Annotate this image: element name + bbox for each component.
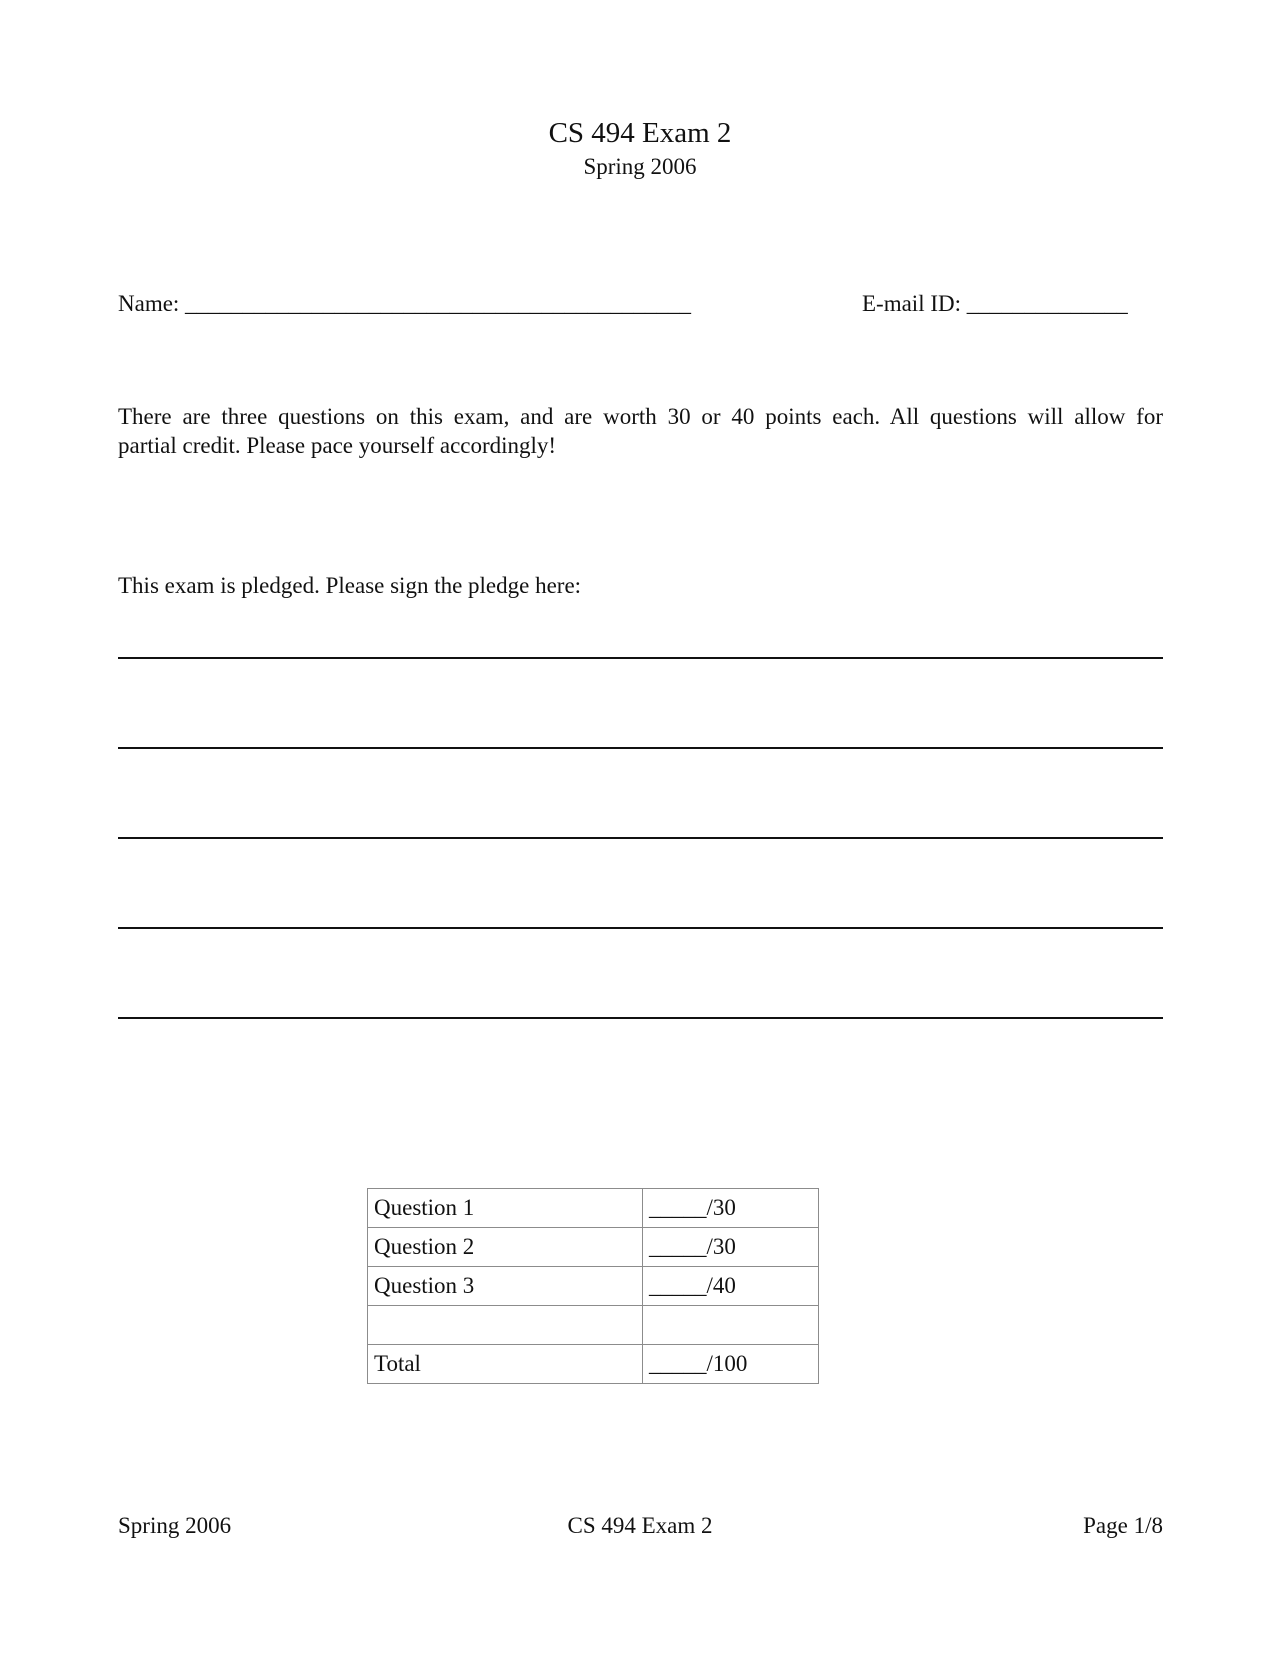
exam-title: CS 494 Exam 2 [548,117,732,149]
question-points: _____/30 [643,1228,819,1267]
question-points: _____/30 [643,1189,819,1228]
question-label: Question 2 [368,1228,643,1267]
question-label: Question 1 [368,1189,643,1228]
exam-subtitle: Spring 2006 [583,154,697,179]
page-number: Page 1/8 [1083,1513,1163,1538]
name-field: Name: ____________________________________________ [118,291,692,316]
empty-cell [643,1306,819,1345]
table-row [368,1267,819,1306]
pledge-signature-line [118,747,1163,749]
footer-title: CS 494 Exam 2 [567,1513,713,1538]
table-row [368,1228,819,1267]
table-row [368,1345,819,1384]
pledge-prompt: This exam is pledged. Please sign the pledge here: [118,573,582,598]
pledge-signature-line [118,1017,1163,1019]
table-row [368,1189,819,1228]
email-id-field: E-mail ID: ______________ [862,291,1128,316]
pledge-signature-line [118,657,1163,659]
total-label: Total [368,1345,643,1384]
instructions-line-2: partial credit. Please pace yourself accordingly! [118,433,557,458]
empty-cell [368,1306,643,1345]
question-label: Question 3 [368,1267,643,1306]
instructions-line-1: There are three questions on this exam, and are worth 30 or 40 points each. All questions will allow for [118,404,1163,429]
pledge-signature-line [118,837,1163,839]
table-row [368,1306,819,1345]
exam-instructions [118,402,1163,460]
score-table [367,1188,819,1384]
footer-term: Spring 2006 [118,1513,232,1538]
pledge-signature-line [118,927,1163,929]
question-points: _____/40 [643,1267,819,1306]
total-points: _____/100 [643,1345,819,1384]
